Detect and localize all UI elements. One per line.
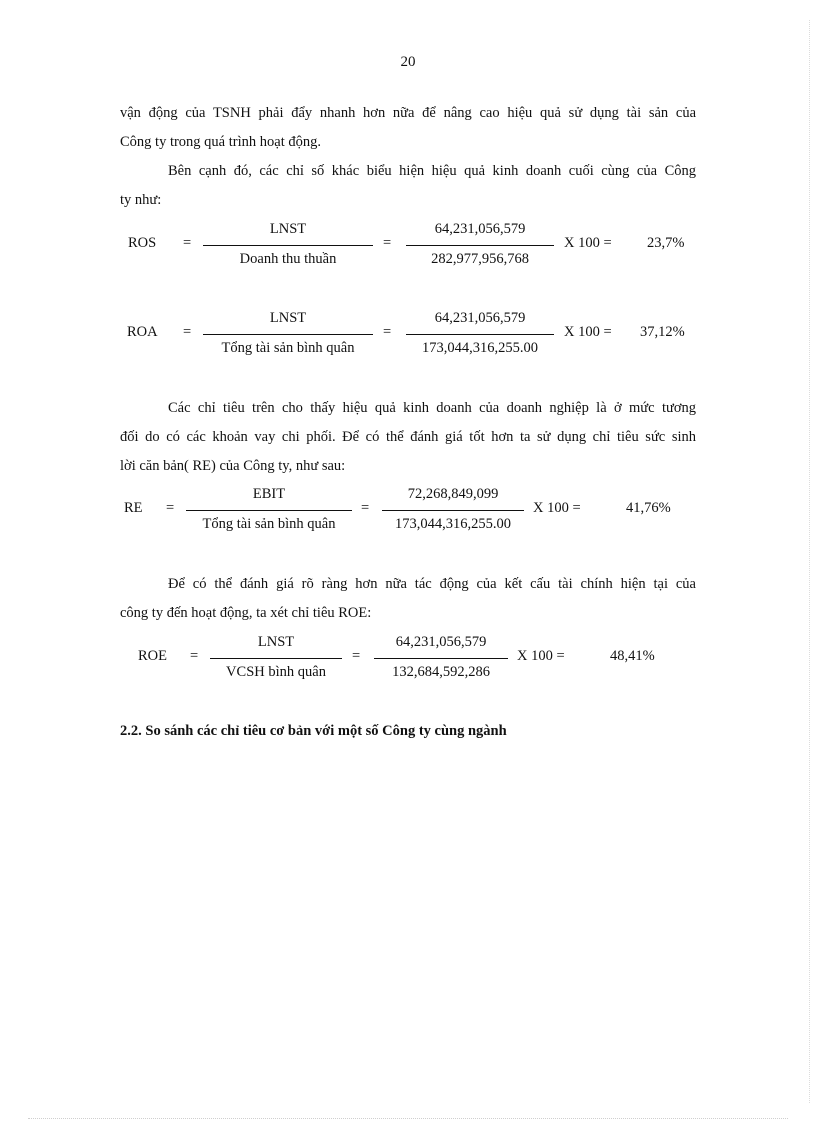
section-heading: 2.2. So sánh các chỉ tiêu cơ bản với một số Công ty cùng ngành [120, 723, 507, 739]
paragraph-line: lời căn bản( RE) của Công ty, như sau: [120, 458, 346, 474]
paragraph-other-ratios [120, 157, 696, 215]
formula-ros [0, 218, 816, 278]
paragraph-line: công ty đến hoạt động, ta xét chỉ tiêu ROE: [120, 605, 372, 621]
formula-label: ROE [138, 648, 167, 664]
numerator-value: 64,231,056,579 [434, 310, 526, 326]
multiplier: X 100 = [564, 324, 612, 340]
result-value: 41,76% [626, 500, 671, 516]
paragraph-line: Bên cạnh đó, các chỉ số khác biểu hiện hiệu quả kinh doanh cuối cùng của Công [168, 163, 696, 179]
paragraph-line: vận động của TSNH phải đẩy nhanh hơn nữa để nâng cao hiệu quả sử dụng tài sản của [120, 105, 696, 121]
page-bottom-border [28, 1118, 788, 1119]
fraction-line [406, 245, 554, 246]
paragraph-line: Các chỉ tiêu trên cho thấy hiệu quả kinh doanh của doanh nghiệp là ở mức tương [168, 400, 696, 416]
numerator-label: EBIT [252, 486, 286, 502]
equals-sign: = [352, 648, 361, 664]
formula-label: ROA [127, 324, 158, 340]
page-number: 20 [400, 54, 416, 70]
denominator-value: 173,044,316,255.00 [395, 516, 511, 532]
multiplier: X 100 = [517, 648, 565, 664]
multiplier: X 100 = [533, 500, 581, 516]
equals-sign: = [361, 500, 370, 516]
denominator-label: Tổng tài sản bình quân [221, 340, 355, 356]
numerator-label: LNST [269, 221, 307, 237]
denominator-value: 173,044,316,255.00 [422, 340, 538, 356]
equals-sign: = [166, 500, 175, 516]
paragraph-line: Để có thể đánh giá rõ ràng hơn nữa tác động của kết cấu tài chính hiện tại của [168, 576, 696, 592]
denominator-value: 282,977,956,768 [431, 251, 529, 267]
paragraph-re-intro [120, 394, 696, 481]
denominator-value: 132,684,592,286 [392, 664, 490, 680]
denominator-label: Doanh thu thuần [239, 251, 337, 267]
formula-roe [0, 631, 816, 691]
numerator-value: 72,268,849,099 [407, 486, 499, 502]
numerator-value: 64,231,056,579 [434, 221, 526, 237]
fraction-line [203, 245, 373, 246]
numerator-value: 64,231,056,579 [395, 634, 487, 650]
numerator-label: LNST [257, 634, 295, 650]
paragraph-line: đối do có các khoản vay chi phối. Để có thể đánh giá tốt hơn ta sử dụng chỉ tiêu sức sinh [120, 429, 696, 445]
equals-sign: = [383, 235, 392, 251]
paragraph-line: ty như: [120, 192, 162, 208]
formula-re [0, 483, 816, 543]
paragraph-roe-intro [120, 570, 696, 628]
fraction-line [382, 510, 524, 511]
result-value: 23,7% [647, 235, 685, 251]
denominator-label: VCSH bình quân [226, 664, 326, 680]
fraction-line [203, 334, 373, 335]
result-value: 48,41% [610, 648, 655, 664]
equals-sign: = [183, 324, 192, 340]
paragraph-tsnh [120, 99, 696, 157]
denominator-label: Tổng tài sản bình quân [202, 516, 336, 532]
multiplier: X 100 = [564, 235, 612, 251]
fraction-line [210, 658, 342, 659]
paragraph-line: Công ty trong quá trình hoạt động. [120, 134, 321, 150]
fraction-line [186, 510, 352, 511]
numerator-label: LNST [269, 310, 307, 326]
result-value: 37,12% [640, 324, 685, 340]
formula-label: ROS [128, 235, 157, 251]
page-right-border [809, 20, 810, 1103]
equals-sign: = [383, 324, 392, 340]
equals-sign: = [183, 235, 192, 251]
fraction-line [406, 334, 554, 335]
equals-sign: = [190, 648, 199, 664]
formula-roa [0, 307, 816, 367]
fraction-line [374, 658, 508, 659]
formula-label: RE [124, 500, 143, 516]
